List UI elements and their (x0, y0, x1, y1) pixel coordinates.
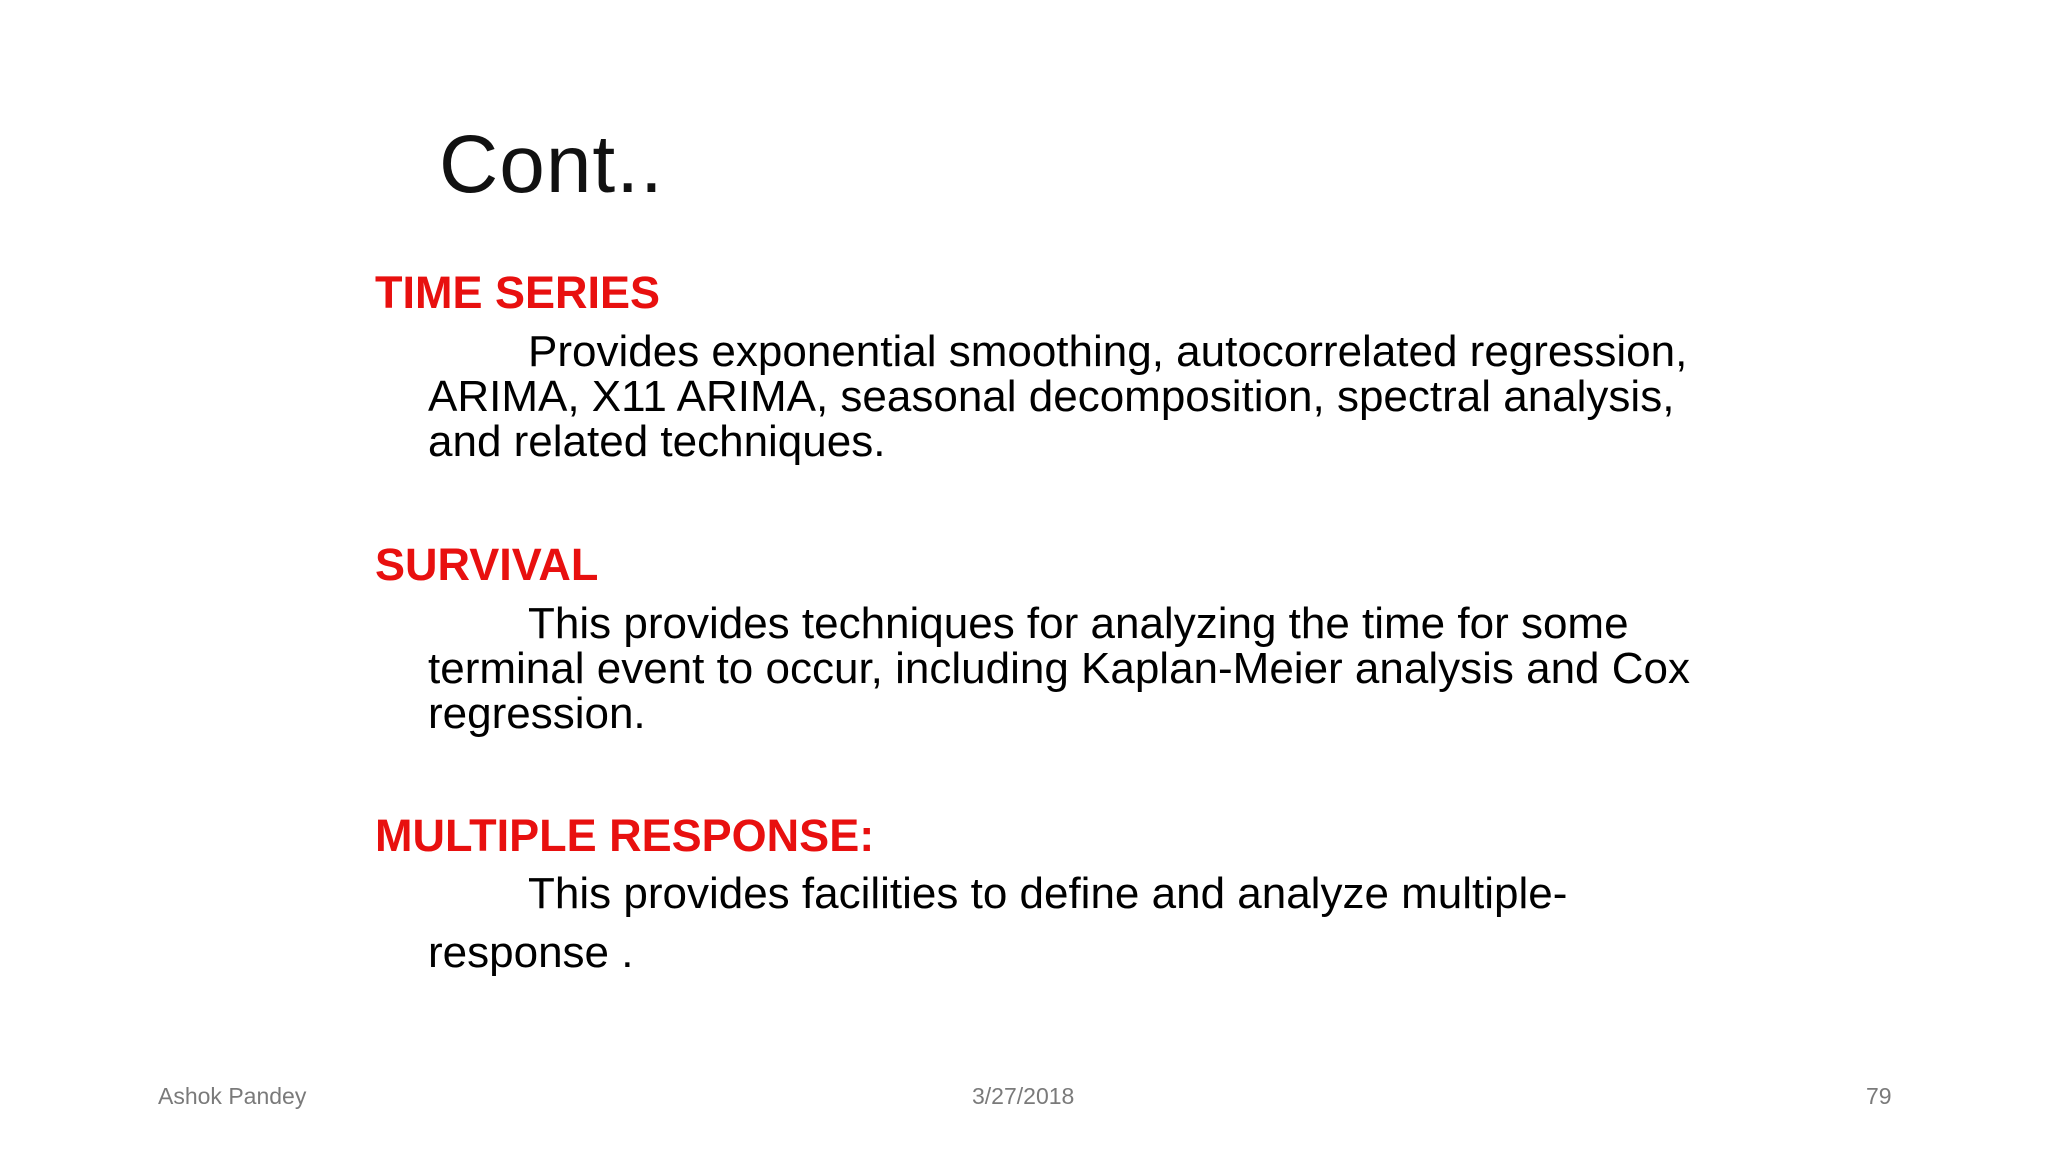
section-heading: SURVIVAL (375, 539, 599, 590)
section-body: This provides techniques for analyzing the time for some terminal event to occur, including Kaplan-Meier analysis and Cox regression. (428, 599, 1690, 738)
slide-title: Cont.. (439, 119, 664, 210)
section-heading: MULTIPLE RESPONSE: (375, 810, 875, 861)
footer-page-number: 79 (1866, 1083, 1892, 1109)
section-body: Provides exponential smoothing, autocorrelated regression, ARIMA, X11 ARIMA, seasonal decomposition, spectral analysis, and related techniques. (428, 327, 1688, 466)
section-heading: TIME SERIES (375, 267, 661, 318)
section-survival (375, 539, 1715, 738)
footer-author: Ashok Pandey (158, 1083, 307, 1109)
section-multiple-response (375, 810, 1715, 982)
footer-date: 3/27/2018 (972, 1083, 1075, 1109)
section-body: This provides facilities to define and analyze multiple-response . (428, 869, 1568, 977)
section-time-series (375, 267, 1715, 466)
